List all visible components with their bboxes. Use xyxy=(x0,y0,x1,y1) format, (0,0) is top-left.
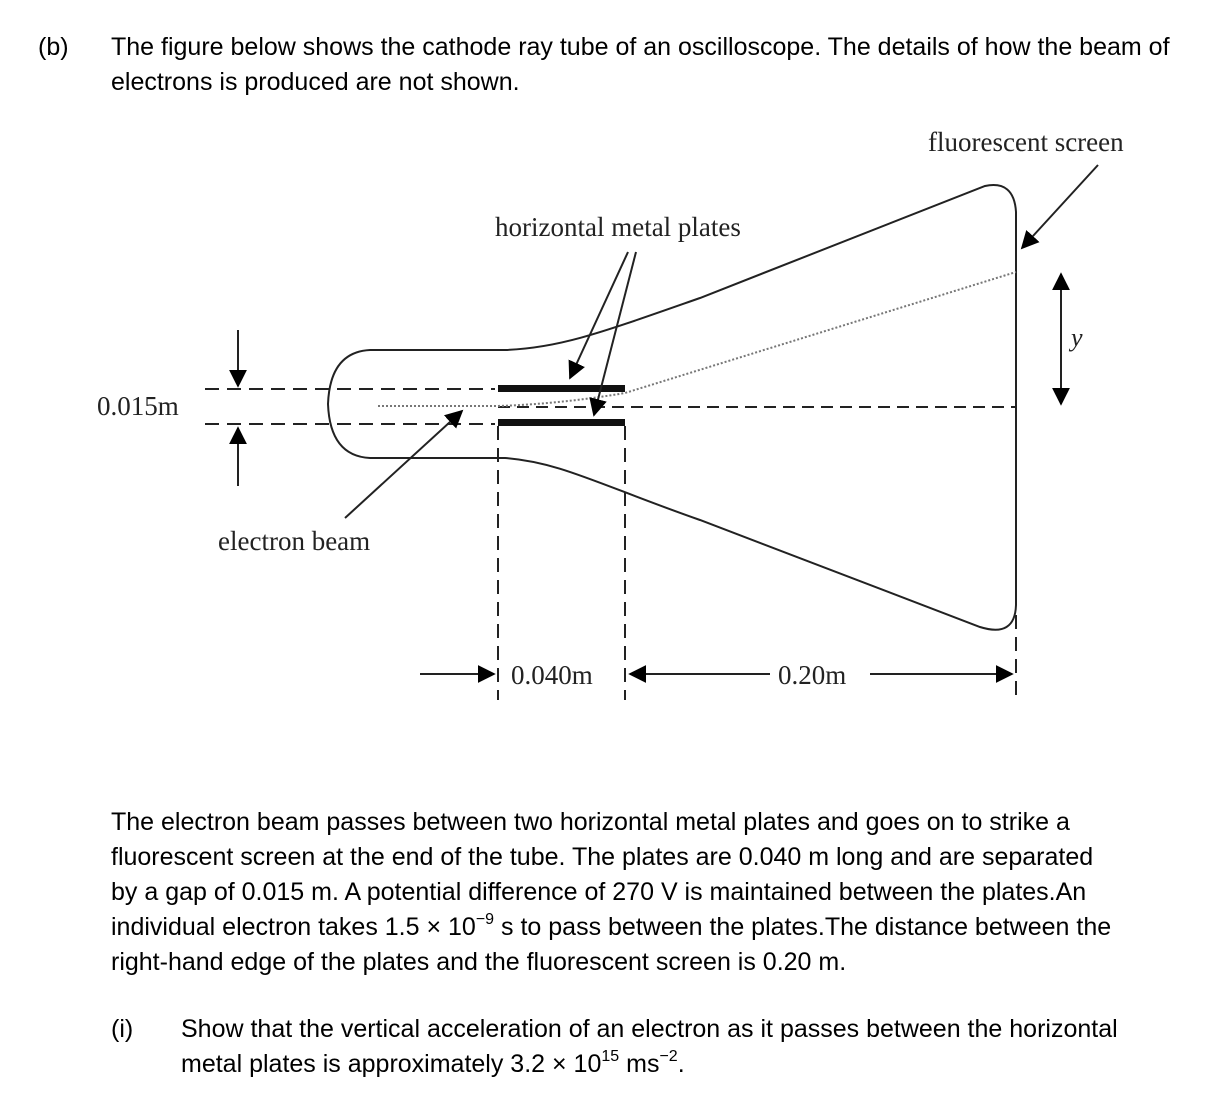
upper-plate xyxy=(498,385,625,392)
y-label: y xyxy=(1071,323,1083,352)
gap-label: 0.015m xyxy=(97,391,179,421)
question-label: (i) xyxy=(111,1015,134,1043)
distance-label: 0.20m xyxy=(778,660,847,690)
electron-beam-path xyxy=(378,272,1016,406)
fluorescent-screen-label: fluorescent screen xyxy=(928,127,1124,157)
electron-beam-label: electron beam xyxy=(218,526,371,556)
part-label: (b) xyxy=(38,33,69,61)
intro-text: The figure below shows the cathode ray tube of an oscilloscope. The details of how the beam of electrons is produced are not shown. xyxy=(111,33,1170,96)
plates-label: horizontal metal plates xyxy=(495,212,741,242)
question-text: Show that the vertical acceleration of an electron as it passes between the horizontal metal plates is approximately $3.2 \times 10^{15}$ $ms^{-2}$. xyxy=(181,1015,1118,1078)
plate-length-label: 0.040m xyxy=(511,660,593,690)
lower-plate xyxy=(498,419,625,426)
body-paragraph: The electron beam passes between two horizontal metal plates and goes on to strike a fluorescent screen at the end of the tube. The plates are 0.040 m long and are separated by a gap of 0.015 m. A potential difference of 270 V is maintained between the plates.An individual electron takes $1.5 \times 10^{-9}$ s to pass between the plates.The distance between the right-hand edge of the plates and the fluorescent screen is 0.20 m. xyxy=(111,808,1112,976)
